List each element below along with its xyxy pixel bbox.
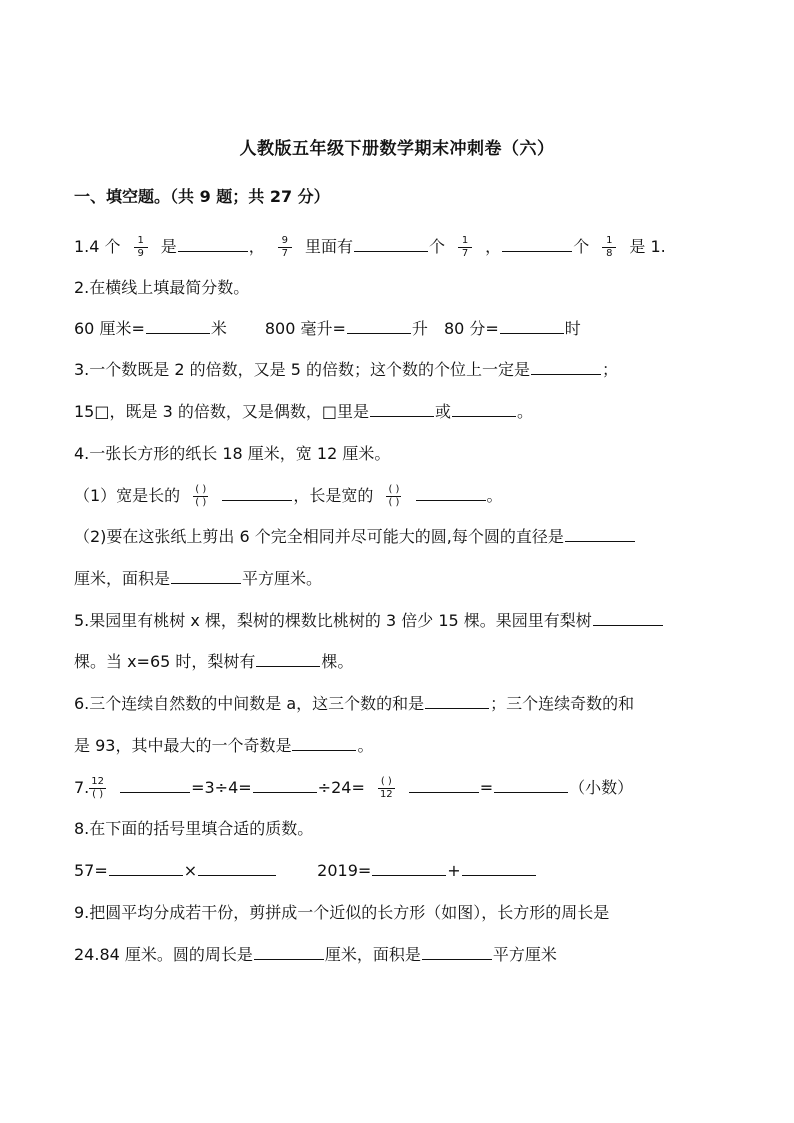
q1-text-e: 个 (428, 237, 445, 256)
question-8-stem: 8.在下面的括号里填合适的质数。 (74, 819, 314, 838)
q4-text-f: 平方厘米。 (242, 569, 323, 588)
q7-text-c: ÷24= (317, 778, 365, 797)
q4-text-a: （1）宽是长的 (74, 486, 181, 505)
q2-text-b: 米 (210, 319, 227, 338)
q1-text-f: ， (485, 237, 502, 256)
answer-blank[interactable] (222, 485, 292, 501)
q4-text-b: ，长是宽的 (293, 486, 374, 505)
question-1 (74, 235, 666, 260)
question-9-line-1: 9.把圆平均分成若干份，剪拼成一个近似的长方形（如图），长方形的周长是 (74, 903, 610, 922)
question-2-items (74, 318, 581, 340)
q7-text-e: （小数） (569, 778, 634, 797)
q5-text-b: 棵。 (321, 652, 354, 671)
answer-blank[interactable] (292, 735, 356, 751)
answer-blank[interactable] (120, 777, 190, 793)
question-6-line-2 (74, 735, 373, 757)
answer-blank[interactable] (531, 359, 601, 375)
q6-text-d: 。 (357, 736, 374, 755)
q7-text-b: =3÷4= (191, 778, 252, 797)
answer-blank[interactable] (462, 860, 536, 876)
q9-text-b: 厘米，面积是 (324, 945, 421, 964)
q1-text-h: 是 1. (629, 237, 666, 256)
answer-blank[interactable] (452, 401, 516, 417)
q1-text-g: 个 (573, 237, 590, 256)
answer-blank[interactable] (409, 777, 479, 793)
answer-blank[interactable] (171, 568, 241, 584)
q5-text: 5.果园里有桃树 x 棵，梨树的棵数比桃树的 3 倍少 15 棵。果园里有梨树 (74, 611, 592, 630)
q8-text-d: + (447, 861, 461, 880)
answer-blank[interactable] (372, 860, 446, 876)
answer-blank[interactable] (416, 485, 486, 501)
q7-text-d: = (479, 778, 494, 797)
q3-text-c: 。 (516, 402, 533, 421)
q8-text-c: 2019= (317, 861, 372, 880)
answer-blank[interactable] (253, 777, 317, 793)
q2-text-e: 80 分= (443, 319, 499, 338)
q4-text-e: 厘米，面积是 (74, 569, 171, 588)
answer-blank[interactable] (354, 236, 428, 252)
q6-text-a: 6.三个连续自然数的中间数是 a，这三个数的和是 (74, 694, 425, 713)
answer-blank[interactable] (347, 318, 411, 334)
answer-blank[interactable] (370, 401, 434, 417)
q9-text-a: 24.84 厘米。圆的周长是 (74, 945, 253, 964)
fraction-12-blank: $\frac{12}{( )}$ (91, 776, 104, 800)
answer-blank[interactable] (502, 236, 572, 252)
q7-text-a: 7. (74, 778, 90, 797)
fraction-1-7: $\frac{1}{7}$ (458, 235, 472, 260)
answer-blank[interactable] (109, 860, 183, 876)
answer-blank[interactable] (198, 860, 276, 876)
q2-text-d: 升 (411, 319, 428, 338)
q1-text-a: 1.4 个 (74, 237, 121, 256)
q5-text-a: 棵。当 x=65 时，梨树有 (74, 652, 256, 671)
question-4-part-2 (74, 526, 636, 548)
q8-text-b: × (183, 861, 198, 880)
q3-text-a: 15□，既是 3 的倍数，又是偶数，□里是 (74, 402, 369, 421)
fraction-blank: $\frac{( )}{( )}$ (388, 484, 400, 508)
q3-text-end: ； (601, 360, 618, 379)
answer-blank[interactable] (178, 236, 248, 252)
answer-blank[interactable] (146, 318, 210, 334)
fraction-1-8: $\frac{1}{8}$ (602, 235, 616, 260)
question-3-line-2 (74, 401, 533, 423)
answer-blank[interactable] (494, 777, 568, 793)
q3-text-b: 或 (434, 402, 451, 421)
page-title: 人教版五年级下册数学期末冲刺卷（六） (239, 139, 555, 159)
question-9-line-2 (74, 944, 557, 966)
question-6-line-1 (74, 693, 634, 715)
question-4-part-1 (74, 484, 503, 509)
q6-text-b: ；三个连续奇数的和 (490, 694, 635, 713)
q4-text-d: （2)要在这张纸上剪出 6 个完全相同并尽可能大的圆,每个圆的直径是 (74, 527, 564, 546)
q8-text-a: 57= (74, 861, 108, 880)
question-5-line-2 (74, 651, 353, 673)
question-5-line-1 (74, 610, 664, 632)
q1-text-c: ， (248, 237, 265, 256)
q1-text-b: 是 (160, 237, 177, 256)
answer-blank[interactable] (422, 944, 492, 960)
question-3-line-1 (74, 359, 618, 381)
question-7 (74, 776, 633, 801)
q9-text-c: 平方厘米 (492, 945, 557, 964)
question-8-items (74, 860, 537, 882)
answer-blank[interactable] (256, 651, 320, 667)
q6-text-c: 是 93，其中最大的一个奇数是 (74, 736, 292, 755)
fraction-1-9: $\frac{1}{9}$ (134, 235, 148, 260)
fraction-blank-12: $\frac{( )}{12}$ (379, 776, 393, 800)
question-4-part-2-cont (74, 568, 322, 590)
q4-text-c: 。 (486, 486, 503, 505)
fraction-blank: $\frac{( )}{( )}$ (195, 484, 207, 508)
q2-text-a: 60 厘米= (74, 319, 145, 338)
answer-blank[interactable] (500, 318, 564, 334)
q2-text-f: 时 (564, 319, 581, 338)
answer-blank[interactable] (425, 693, 489, 709)
answer-blank[interactable] (254, 944, 324, 960)
question-4-stem: 4.一张长方形的纸长 18 厘米，宽 12 厘米。 (74, 444, 391, 463)
q3-text: 3.一个数既是 2 的倍数，又是 5 的倍数；这个数的个位上一定是 (74, 360, 530, 379)
fraction-9-7: $\frac{9}{7}$ (278, 235, 292, 260)
answer-blank[interactable] (593, 610, 663, 626)
q1-text-d: 里面有 (304, 237, 353, 256)
section-heading: 一、填空题。（共 9 题；共 27 分） (74, 187, 330, 206)
answer-blank[interactable] (565, 526, 635, 542)
question-2-stem: 2.在横线上填最简分数。 (74, 278, 250, 297)
q2-text-c: 800 毫升= (264, 319, 346, 338)
